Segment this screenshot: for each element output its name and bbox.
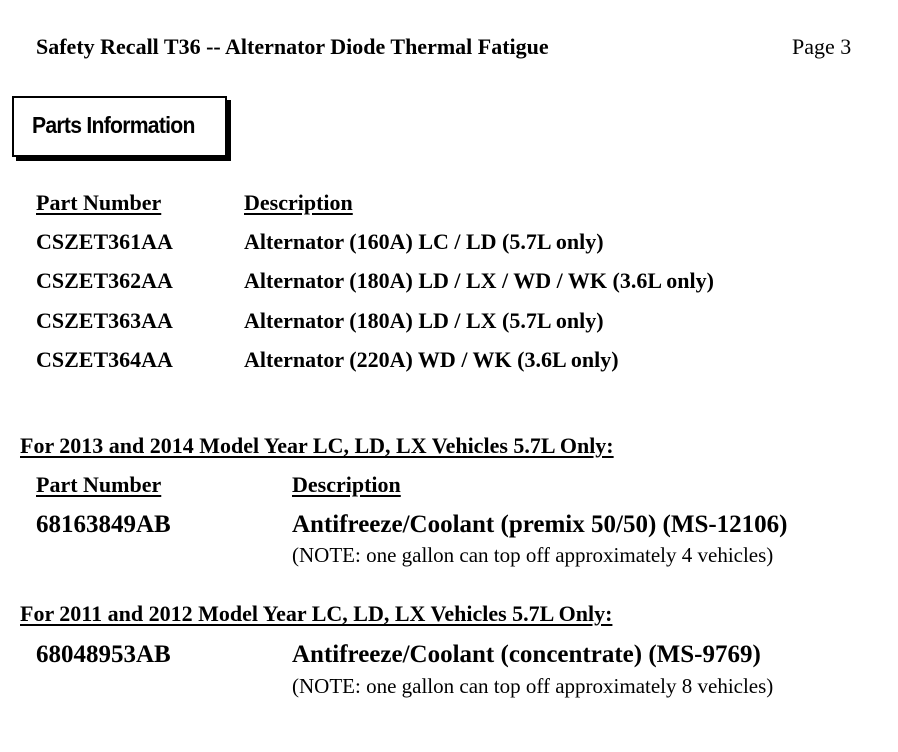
part-note: (NOTE: one gallon can top off approximately 8 vehicles) (292, 674, 774, 698)
column-header-description: Description (292, 472, 401, 497)
part-number: 68163849AB (36, 511, 171, 538)
section-title: Parts Information (32, 112, 195, 138)
section-heading: For 2013 and 2014 Model Year LC, LD, LX Vehicles 5.7L Only: (20, 433, 614, 458)
section-heading: For 2011 and 2012 Model Year LC, LD, LX Vehicles 5.7L Only: (20, 601, 613, 626)
part-number: CSZET361AA (36, 229, 173, 254)
column-header-part-number: Part Number (36, 190, 162, 215)
column-header-part-number: Part Number (36, 472, 162, 497)
part-description: Alternator (220A) WD / WK (3.6L only) (244, 347, 619, 372)
part-description: Alternator (160A) LC / LD (5.7L only) (244, 229, 604, 254)
document-title: Safety Recall T36 -- Alternator Diode Thermal Fatigue (36, 34, 549, 59)
part-number: CSZET362AA (36, 268, 173, 293)
part-note: (NOTE: one gallon can top off approximately 4 vehicles) (292, 543, 774, 567)
part-number: CSZET363AA (36, 308, 173, 333)
part-number: 68048953AB (36, 641, 171, 668)
page-number: Page 3 (792, 34, 852, 59)
part-description: Antifreeze/Coolant (concentrate) (MS-9769) (292, 641, 761, 668)
part-description: Alternator (180A) LD / LX (5.7L only) (244, 308, 604, 333)
part-number: CSZET364AA (36, 347, 173, 372)
column-header-description: Description (244, 190, 353, 215)
section-title-box (12, 96, 227, 157)
part-description: Alternator (180A) LD / LX / WD / WK (3.6L only) (244, 268, 714, 293)
part-description: Antifreeze/Coolant (premix 50/50) (MS-12106) (292, 511, 788, 538)
